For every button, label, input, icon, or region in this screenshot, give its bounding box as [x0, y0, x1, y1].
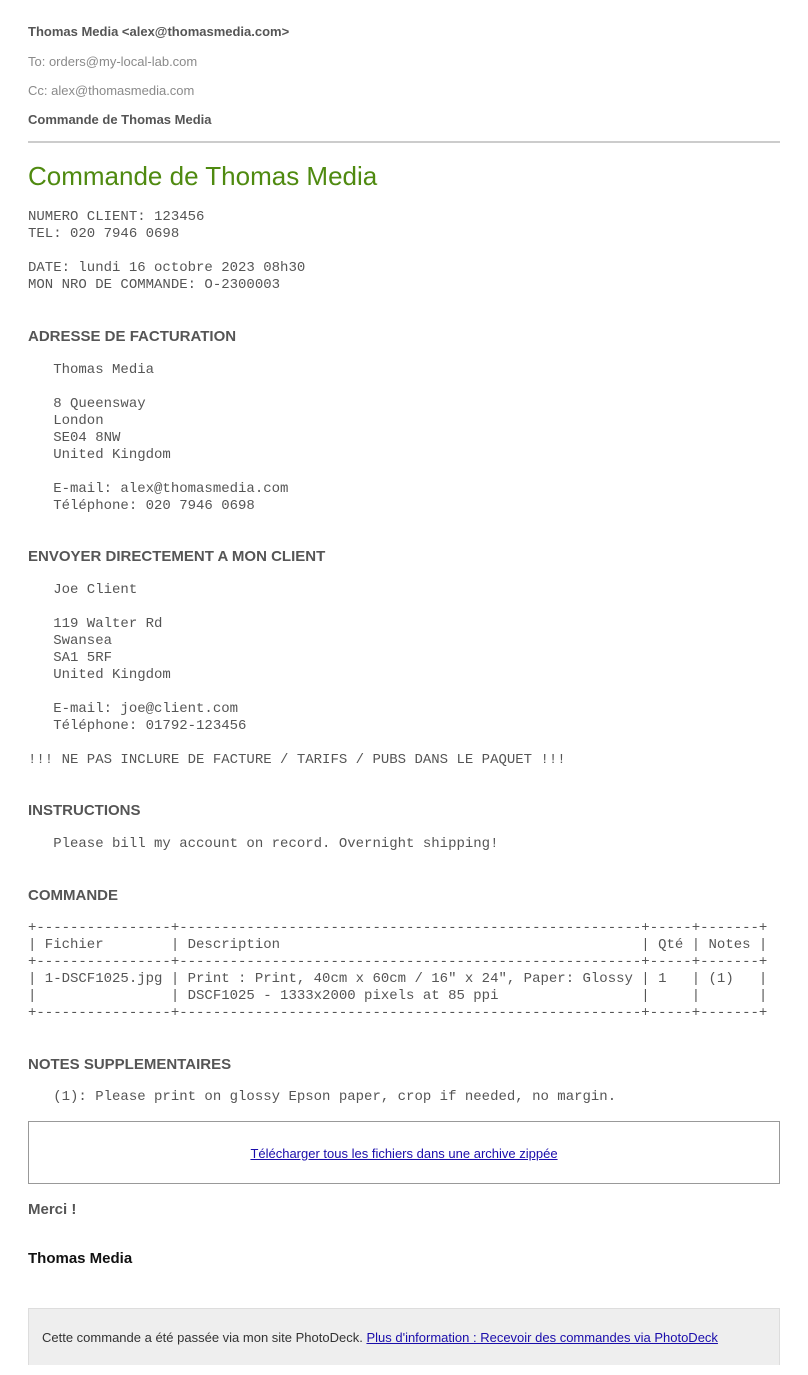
signature: Thomas Media — [28, 1250, 133, 1267]
footer-text-wrap — [42, 1330, 718, 1345]
thanks-text: Merci ! — [28, 1201, 77, 1218]
footer-text: Cette commande a été passée via mon site PhotoDeck. — [42, 1330, 367, 1345]
order-heading: COMMANDE — [28, 887, 118, 904]
order-table: +----------------+-------------------------------------------------------+-----+-------+ | Fichier | Description | Qté | Notes | +----------------+-------------------------------------------------------+-----+-------+ | 1-DSCF1025.jpg | Print : Print, 40cm x 60cm / 16" x 24", Paper: Glossy | 1 | (1) | | | DSCF1025 - 1333x2000 pixels at 85 ppi | | | +----------------+-------------------------------------------------------+-----+-------+ — [28, 920, 768, 1021]
billing-address: Thomas Media 8 Queensway London SE04 8NW United Kingdom E-mail: alex@thomasmedia.com Téléphone: 020 7946 0698 — [53, 362, 289, 514]
email-to: To: orders@my-local-lab.com — [28, 54, 198, 69]
shipping-address: Joe Client 119 Walter Rd Swansea SA1 5RF United Kingdom E-mail: joe@client.com Téléphone: 01792-123456 !!! NE PAS INCLURE DE FACTURE / TARIFS / PUBS DANS LE PAQUET !!! — [28, 582, 566, 768]
client-info: NUMERO CLIENT: 123456 TEL: 020 7946 0698 DATE: lundi 16 octobre 2023 08h30 MON NRO DE COMMANDE: O-2300003 — [28, 209, 306, 293]
footer-box — [28, 1308, 780, 1365]
download-zip-link[interactable]: Télécharger tous les fichiers dans une archive zippée — [250, 1146, 558, 1161]
billing-heading: ADRESSE DE FACTURATION — [28, 328, 237, 345]
instructions-heading: INSTRUCTIONS — [28, 802, 141, 819]
email-cc: Cc: alex@thomasmedia.com — [28, 83, 195, 98]
shipping-heading: ENVOYER DIRECTEMENT A MON CLIENT — [28, 548, 326, 565]
header-divider — [28, 141, 780, 143]
notes-text: (1): Please print on glossy Epson paper, crop if needed, no margin. — [28, 1089, 617, 1105]
page-title: Commande de Thomas Media — [28, 161, 378, 191]
email-subject: Commande de Thomas Media — [28, 112, 212, 127]
notes-heading: NOTES SUPPLEMENTAIRES — [28, 1056, 232, 1073]
download-box — [28, 1121, 780, 1184]
instructions-text: Please bill my account on record. Overnight shipping! — [28, 836, 499, 852]
photodeck-info-link[interactable]: Plus d'information : Recevoir des commandes via PhotoDeck — [366, 1330, 718, 1345]
email-from: Thomas Media <alex@thomasmedia.com> — [28, 24, 290, 39]
